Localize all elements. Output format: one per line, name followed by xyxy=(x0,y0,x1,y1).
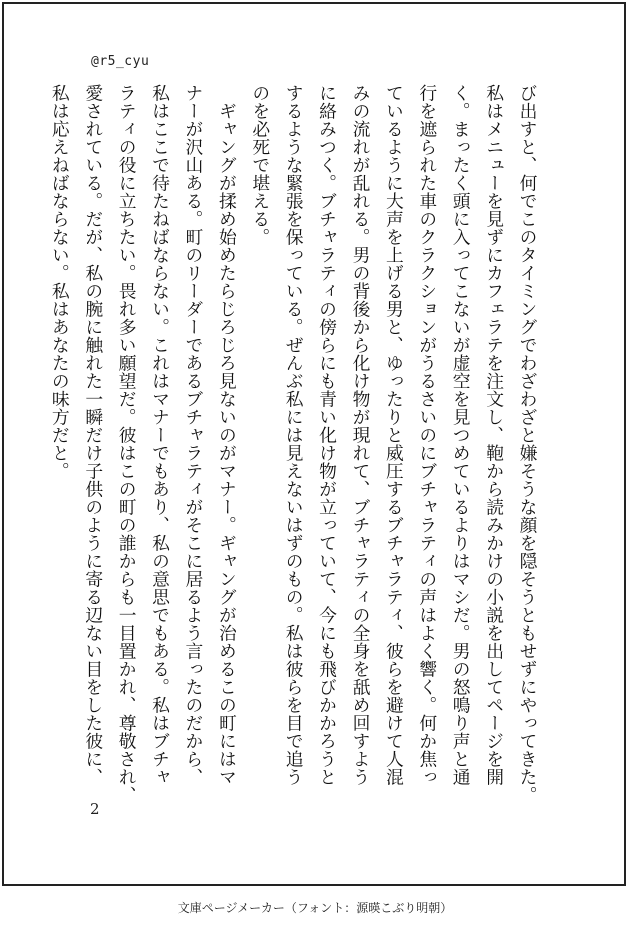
page-number: 2 xyxy=(90,800,100,818)
text-line: のを必死で堪える。 xyxy=(249,84,271,246)
text-line: 私はここで待たねばならない。これはマナーでもあり、私の意思でもある。私はブチャ xyxy=(149,84,171,786)
text-line: 私は応えねばならない。私はあなたの味方だと。 xyxy=(49,84,71,480)
vertical-body-text xyxy=(43,84,544,804)
text-line: く。まったく頭に入ってこないが虚空を見つめているよりはマシだ。男の怒鳴り声と通 xyxy=(450,84,472,786)
text-line: ラティの役に立ちたい。畏れ多い願望だ。彼はこの町の誰からも一目置かれ、尊敬され、 xyxy=(116,84,138,804)
text-line: に絡みつく。ブチャラティの傍らにも青い化け物が立っていて、今にも飛びかかろうと xyxy=(316,84,338,786)
text-line: び出すと、何でこのタイミングでわざわざと嫌そうな顔を隠そうともせずにやってきた。 xyxy=(517,84,538,804)
text-line: ているように大声を上げる男と、ゆったりと威圧するブチャラティ、彼らを避けて人混 xyxy=(383,84,405,786)
text-line: ギャングが揉め始めたらじろじろ見ないのがマナー。ギャングが治めるこの町にはマ xyxy=(216,84,238,786)
text-line: 愛されている。だが、私の腕に触れた一瞬だけ子供のように寄る辺ない目をした彼に、 xyxy=(82,84,104,786)
text-line: みの流れが乱れる。男の背後から化け物が現れて、ブチャラティの全身を舐め回すよう xyxy=(349,84,371,786)
text-line: ナーが沢山ある。町のリーダーであるブチャラティがそこに居るよう言ったのだから、 xyxy=(182,84,204,786)
footer-caption: 文庫ページメーカー（フォント：源暎こぶり明朝） xyxy=(177,901,453,915)
author-handle: @r5_cyu xyxy=(91,54,150,69)
text-line: するような緊張を保っている。ぜんぶ私には見えないはずのもの。私は彼らを目で追う xyxy=(283,84,305,786)
text-line: 私はメニューを見ずにカフェラテを注文し、鞄から読みかけの小説を出してページを開 xyxy=(483,84,505,786)
book-page xyxy=(2,2,626,886)
text-line: 行を遮られた車のクラクションがうるさいのにブチャラティの声はよく響く。何か焦っ xyxy=(416,84,438,786)
